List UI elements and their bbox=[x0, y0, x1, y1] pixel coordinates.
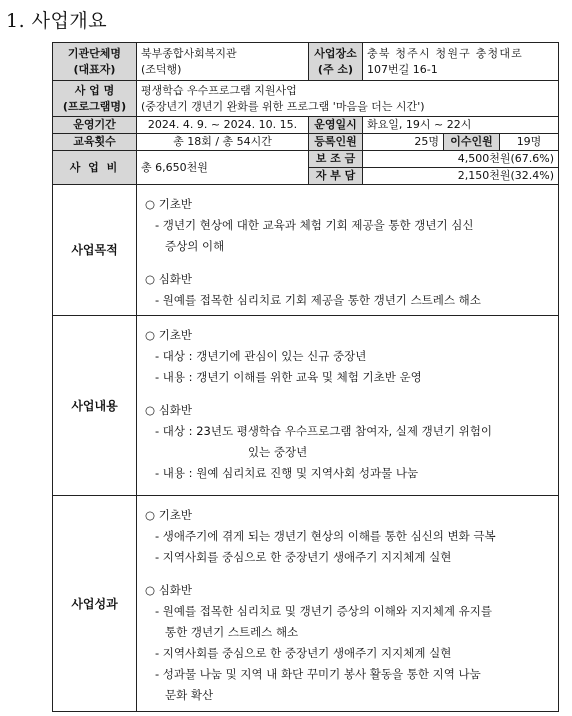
self-funding-label: 자 부 담 bbox=[309, 168, 363, 185]
days-value: 화요일, 19시 ~ 22시 bbox=[363, 117, 559, 134]
content-content bbox=[137, 316, 559, 496]
program-value bbox=[137, 81, 559, 117]
purpose-basic-item-1-cont: 증상의 이해 bbox=[165, 239, 225, 253]
org-row bbox=[53, 43, 559, 81]
subsidy-row bbox=[53, 151, 559, 168]
section-title: 1. 사업개요 bbox=[6, 10, 108, 32]
program-name: 평생학습 우수프로그램 지원사업 bbox=[141, 83, 297, 97]
purpose-basic-heading: ○ 기초반 bbox=[145, 197, 193, 211]
content-basic-item-2: - 내용 : 갱년기 이해를 위한 교육 및 체험 기초반 운영 bbox=[155, 370, 422, 384]
count-label: 교육횟수 bbox=[53, 134, 137, 151]
org-label bbox=[53, 43, 137, 81]
program-label-line1: 사 업 명 bbox=[74, 83, 115, 97]
location-label-line1: 사업장소 bbox=[314, 46, 357, 60]
location-label bbox=[309, 43, 363, 81]
results-deep-item-3-cont: 문화 확산 bbox=[165, 688, 214, 702]
registered-label: 등록인원 bbox=[309, 134, 363, 151]
registered-value: 25명 bbox=[363, 134, 444, 151]
org-representative: (조덕행) bbox=[141, 62, 182, 76]
results-basic-item-2: - 지역사회를 중심으로 한 중장년기 생애주기 지지체계 실현 bbox=[155, 550, 452, 564]
content-deep-heading: ○ 심화반 bbox=[145, 403, 193, 417]
program-label-line2: (프로그램명) bbox=[62, 99, 127, 113]
self-funding-value: 2,150천원(32.4%) bbox=[363, 168, 559, 185]
project-overview-table bbox=[52, 42, 559, 712]
purpose-basic-item-1: - 갱년기 현상에 대한 교육과 체험 기회 제공을 통한 갱년기 심신 bbox=[155, 218, 474, 232]
org-name: 북부종합사회복지관 bbox=[141, 46, 237, 60]
purpose-deep-heading: ○ 심화반 bbox=[145, 272, 193, 286]
org-label-line2: (대표자) bbox=[73, 62, 116, 76]
content-deep-item-2: - 내용 : 원예 심리치료 진행 및 지역사회 성과물 나눔 bbox=[155, 466, 419, 480]
content-basic-heading: ○ 기초반 bbox=[145, 328, 193, 342]
program-subtitle: (중장년기 갱년기 완화를 위한 프로그램 '마음을 더는 시간') bbox=[141, 99, 425, 113]
budget-value: 총 6,650천원 bbox=[137, 151, 309, 185]
completed-value: 19명 bbox=[500, 134, 559, 151]
results-basic-heading: ○ 기초반 bbox=[145, 508, 193, 522]
results-deep-heading: ○ 심화반 bbox=[145, 583, 193, 597]
results-deep-item-1-cont: 통한 갱년기 스트레스 해소 bbox=[165, 625, 299, 639]
org-value bbox=[137, 43, 309, 81]
content-deep-item-1: - 대상 : 23년도 평생학습 우수프로그램 참여자, 실제 갱년기 위험이 bbox=[155, 424, 492, 438]
location-value bbox=[363, 43, 559, 81]
purpose-deep-item-1: - 원예를 접목한 심리치료 기회 제공을 통한 갱년기 스트레스 해소 bbox=[155, 293, 481, 307]
completed-label: 이수인원 bbox=[444, 134, 500, 151]
purpose-row bbox=[53, 185, 559, 316]
program-row bbox=[53, 81, 559, 117]
results-label: 사업성과 bbox=[53, 496, 137, 712]
location-line2: 107번길 16-1 bbox=[367, 62, 438, 76]
results-deep-item-3: - 성과물 나눔 및 지역 내 화단 꾸미기 봉사 활동을 통한 지역 나눔 bbox=[155, 667, 481, 681]
content-deep-item-1-cont: 있는 중장년 bbox=[248, 445, 308, 459]
purpose-content bbox=[137, 185, 559, 316]
program-label bbox=[53, 81, 137, 117]
period-label: 운영기간 bbox=[53, 117, 137, 134]
purpose-label: 사업목적 bbox=[53, 185, 137, 316]
location-line1: 충북 청주시 청원구 충청대로 bbox=[367, 46, 524, 60]
content-row bbox=[53, 316, 559, 496]
period-row bbox=[53, 117, 559, 134]
results-deep-item-1: - 원예를 접목한 심리치료 및 갱년기 증상의 이해와 지지체계 유지를 bbox=[155, 604, 492, 618]
results-deep-item-2: - 지역사회를 중심으로 한 중장년기 생애주기 지지체계 실현 bbox=[155, 646, 452, 660]
period-value: 2024. 4. 9. ~ 2024. 10. 15. bbox=[137, 117, 309, 134]
location-label-line2: (주 소) bbox=[317, 62, 354, 76]
org-label-line1: 기관단체명 bbox=[67, 46, 122, 60]
count-value: 총 18회 / 총 54시간 bbox=[137, 134, 309, 151]
budget-label: 사 업 비 bbox=[53, 151, 137, 185]
days-label: 운영일시 bbox=[309, 117, 363, 134]
subsidy-label: 보 조 금 bbox=[309, 151, 363, 168]
results-row bbox=[53, 496, 559, 712]
content-label: 사업내용 bbox=[53, 316, 137, 496]
count-row bbox=[53, 134, 559, 151]
subsidy-value: 4,500천원(67.6%) bbox=[363, 151, 559, 168]
results-content bbox=[137, 496, 559, 712]
results-basic-item-1: - 생애주기에 겪게 되는 갱년기 현상의 이해를 통한 심신의 변화 극복 bbox=[155, 529, 496, 543]
content-basic-item-1: - 대상 : 갱년기에 관심이 있는 신규 중장년 bbox=[155, 349, 367, 363]
